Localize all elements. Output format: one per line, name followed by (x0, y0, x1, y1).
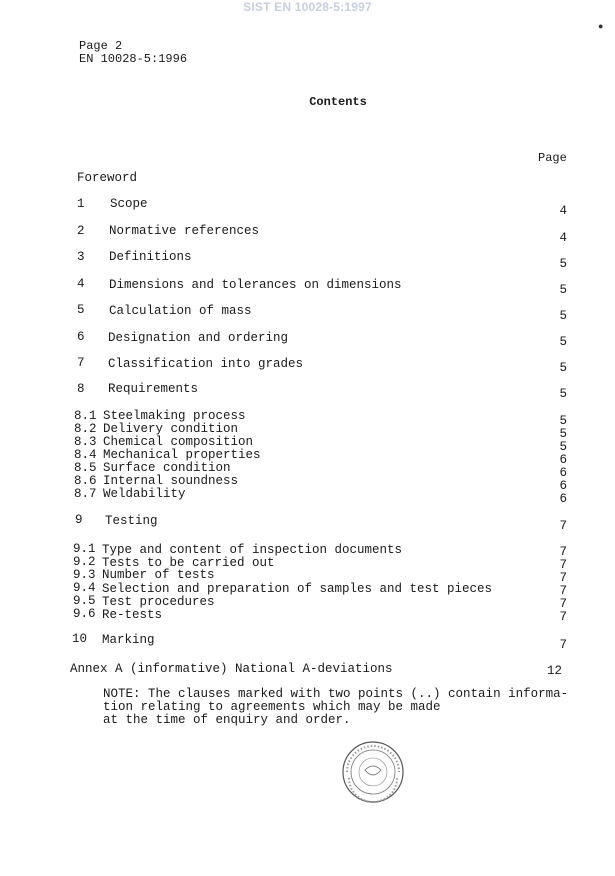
toc-entry-number: 9.4 (73, 581, 96, 595)
toc-entry-title: Test procedures (102, 595, 215, 609)
toc-entry-title: Weldability (103, 487, 186, 501)
toc-entry-page: 5 (559, 427, 567, 441)
toc-entry-number: 1 (77, 197, 85, 211)
toc-entry-number: 3 (77, 250, 85, 264)
toc-entry-number: 8 (77, 382, 85, 396)
toc-entry-title: Marking (102, 633, 155, 647)
toc-entry-title: Definitions (109, 250, 192, 264)
toc-entry-title: Selection and preparation of samples and test pieces (102, 582, 493, 596)
toc-entry-page: 6 (559, 479, 567, 493)
toc-entry-page: 5 (559, 361, 567, 375)
scan-mark: ● (598, 22, 604, 32)
toc-entry-page: 4 (559, 231, 567, 245)
toc-entry-page: 7 (559, 597, 567, 611)
toc-entry-annex: Annex A (informative) National A-deviations (70, 662, 393, 676)
toc-entry-number: 8.6 (74, 474, 97, 488)
toc-entry-number: 9.5 (73, 594, 96, 608)
page-number: Page 2 (79, 39, 123, 53)
toc-entry-title: Delivery condition (103, 422, 239, 436)
toc-entry-title: Type and content of inspection documents (102, 543, 403, 557)
toc-entry-number: 9.6 (73, 607, 96, 621)
toc-entry-page: 6 (559, 453, 567, 467)
toc-entry-title: Dimensions and tolerances on dimensions (109, 278, 402, 292)
toc-entry-page: 5 (559, 414, 567, 428)
toc-entry-title: Classification into grades (108, 357, 304, 371)
toc-entry-number: 8.7 (74, 487, 97, 501)
toc-entry-title: Surface condition (103, 461, 231, 475)
toc-entry-title: Number of tests (102, 568, 215, 582)
toc-entry-number: 7 (77, 356, 85, 370)
page-header (79, 40, 187, 66)
toc-entry-number: 10 (72, 632, 88, 646)
toc-entry-title: Internal soundness (103, 474, 239, 488)
toc-entry-page: 5 (559, 257, 567, 271)
toc-entry-title: Calculation of mass (109, 304, 252, 318)
toc-entry-number: 8.5 (74, 461, 97, 475)
toc-entry-page: 5 (559, 440, 567, 454)
toc-entry-number: 8.3 (74, 435, 97, 449)
toc-entry-title: Mechanical properties (103, 448, 261, 462)
toc-entry-number: 8.4 (74, 448, 97, 462)
toc-entry-page: 6 (559, 466, 567, 480)
toc-entry-page: 7 (559, 584, 567, 598)
toc-entry-page: 6 (559, 492, 567, 506)
toc-entry-page: 7 (559, 571, 567, 585)
toc-entry-number: 8.2 (74, 422, 97, 436)
toc-entry-page: 7 (559, 638, 567, 652)
toc-entry-title: Normative references (109, 224, 260, 238)
toc-entry-number: 9 (75, 513, 83, 527)
toc-entry-page: 7 (559, 545, 567, 559)
toc-entry-title: Tests to be carried out (102, 556, 275, 570)
document-watermark: SIST EN 10028-5:1997 (243, 0, 372, 14)
toc-entry-title: Scope (110, 197, 148, 211)
toc-entry-page: 12 (546, 664, 562, 678)
note-text: NOTE: The clauses marked with two points (..) contain informa- tion relating to agreements which may be made at the time of enquiry and order. (103, 687, 569, 727)
toc-entry-page: 7 (559, 610, 567, 624)
toc-entry-number: 5 (77, 303, 85, 317)
toc-entry-title: Steelmaking process (103, 409, 246, 423)
toc-entry-title: Re-tests (102, 608, 163, 622)
toc-entry-number: 2 (77, 224, 85, 238)
toc-entry-page: 7 (559, 558, 567, 572)
toc-entry-page: 4 (559, 204, 567, 218)
toc-entry-number: 9.1 (73, 542, 96, 556)
toc-entry-title: Designation and ordering (108, 331, 289, 345)
toc-entry-page: 7 (559, 519, 567, 533)
toc-entry-page: 5 (559, 387, 567, 401)
standard-id: EN 10028-5:1996 (79, 52, 188, 66)
toc-entry-number: 9.3 (73, 568, 96, 582)
toc-entry-number: 4 (77, 277, 85, 291)
toc-entry-title: Requirements (108, 382, 199, 396)
official-stamp-seal (341, 740, 405, 804)
toc-entry-number: 6 (77, 330, 85, 344)
page-column-label: Page (538, 151, 567, 165)
contents-title: Contents (309, 95, 367, 109)
toc-entry-number: 8.1 (74, 409, 97, 423)
toc-entry-foreword: Foreword (77, 171, 138, 185)
toc-entry-title: Testing (105, 514, 158, 528)
toc-entry-title: Chemical composition (103, 435, 254, 449)
toc-entry-page: 5 (559, 335, 567, 349)
toc-entry-page: 5 (559, 283, 567, 297)
toc-entry-page: 5 (559, 309, 567, 323)
toc-entry-number: 9.2 (73, 555, 96, 569)
